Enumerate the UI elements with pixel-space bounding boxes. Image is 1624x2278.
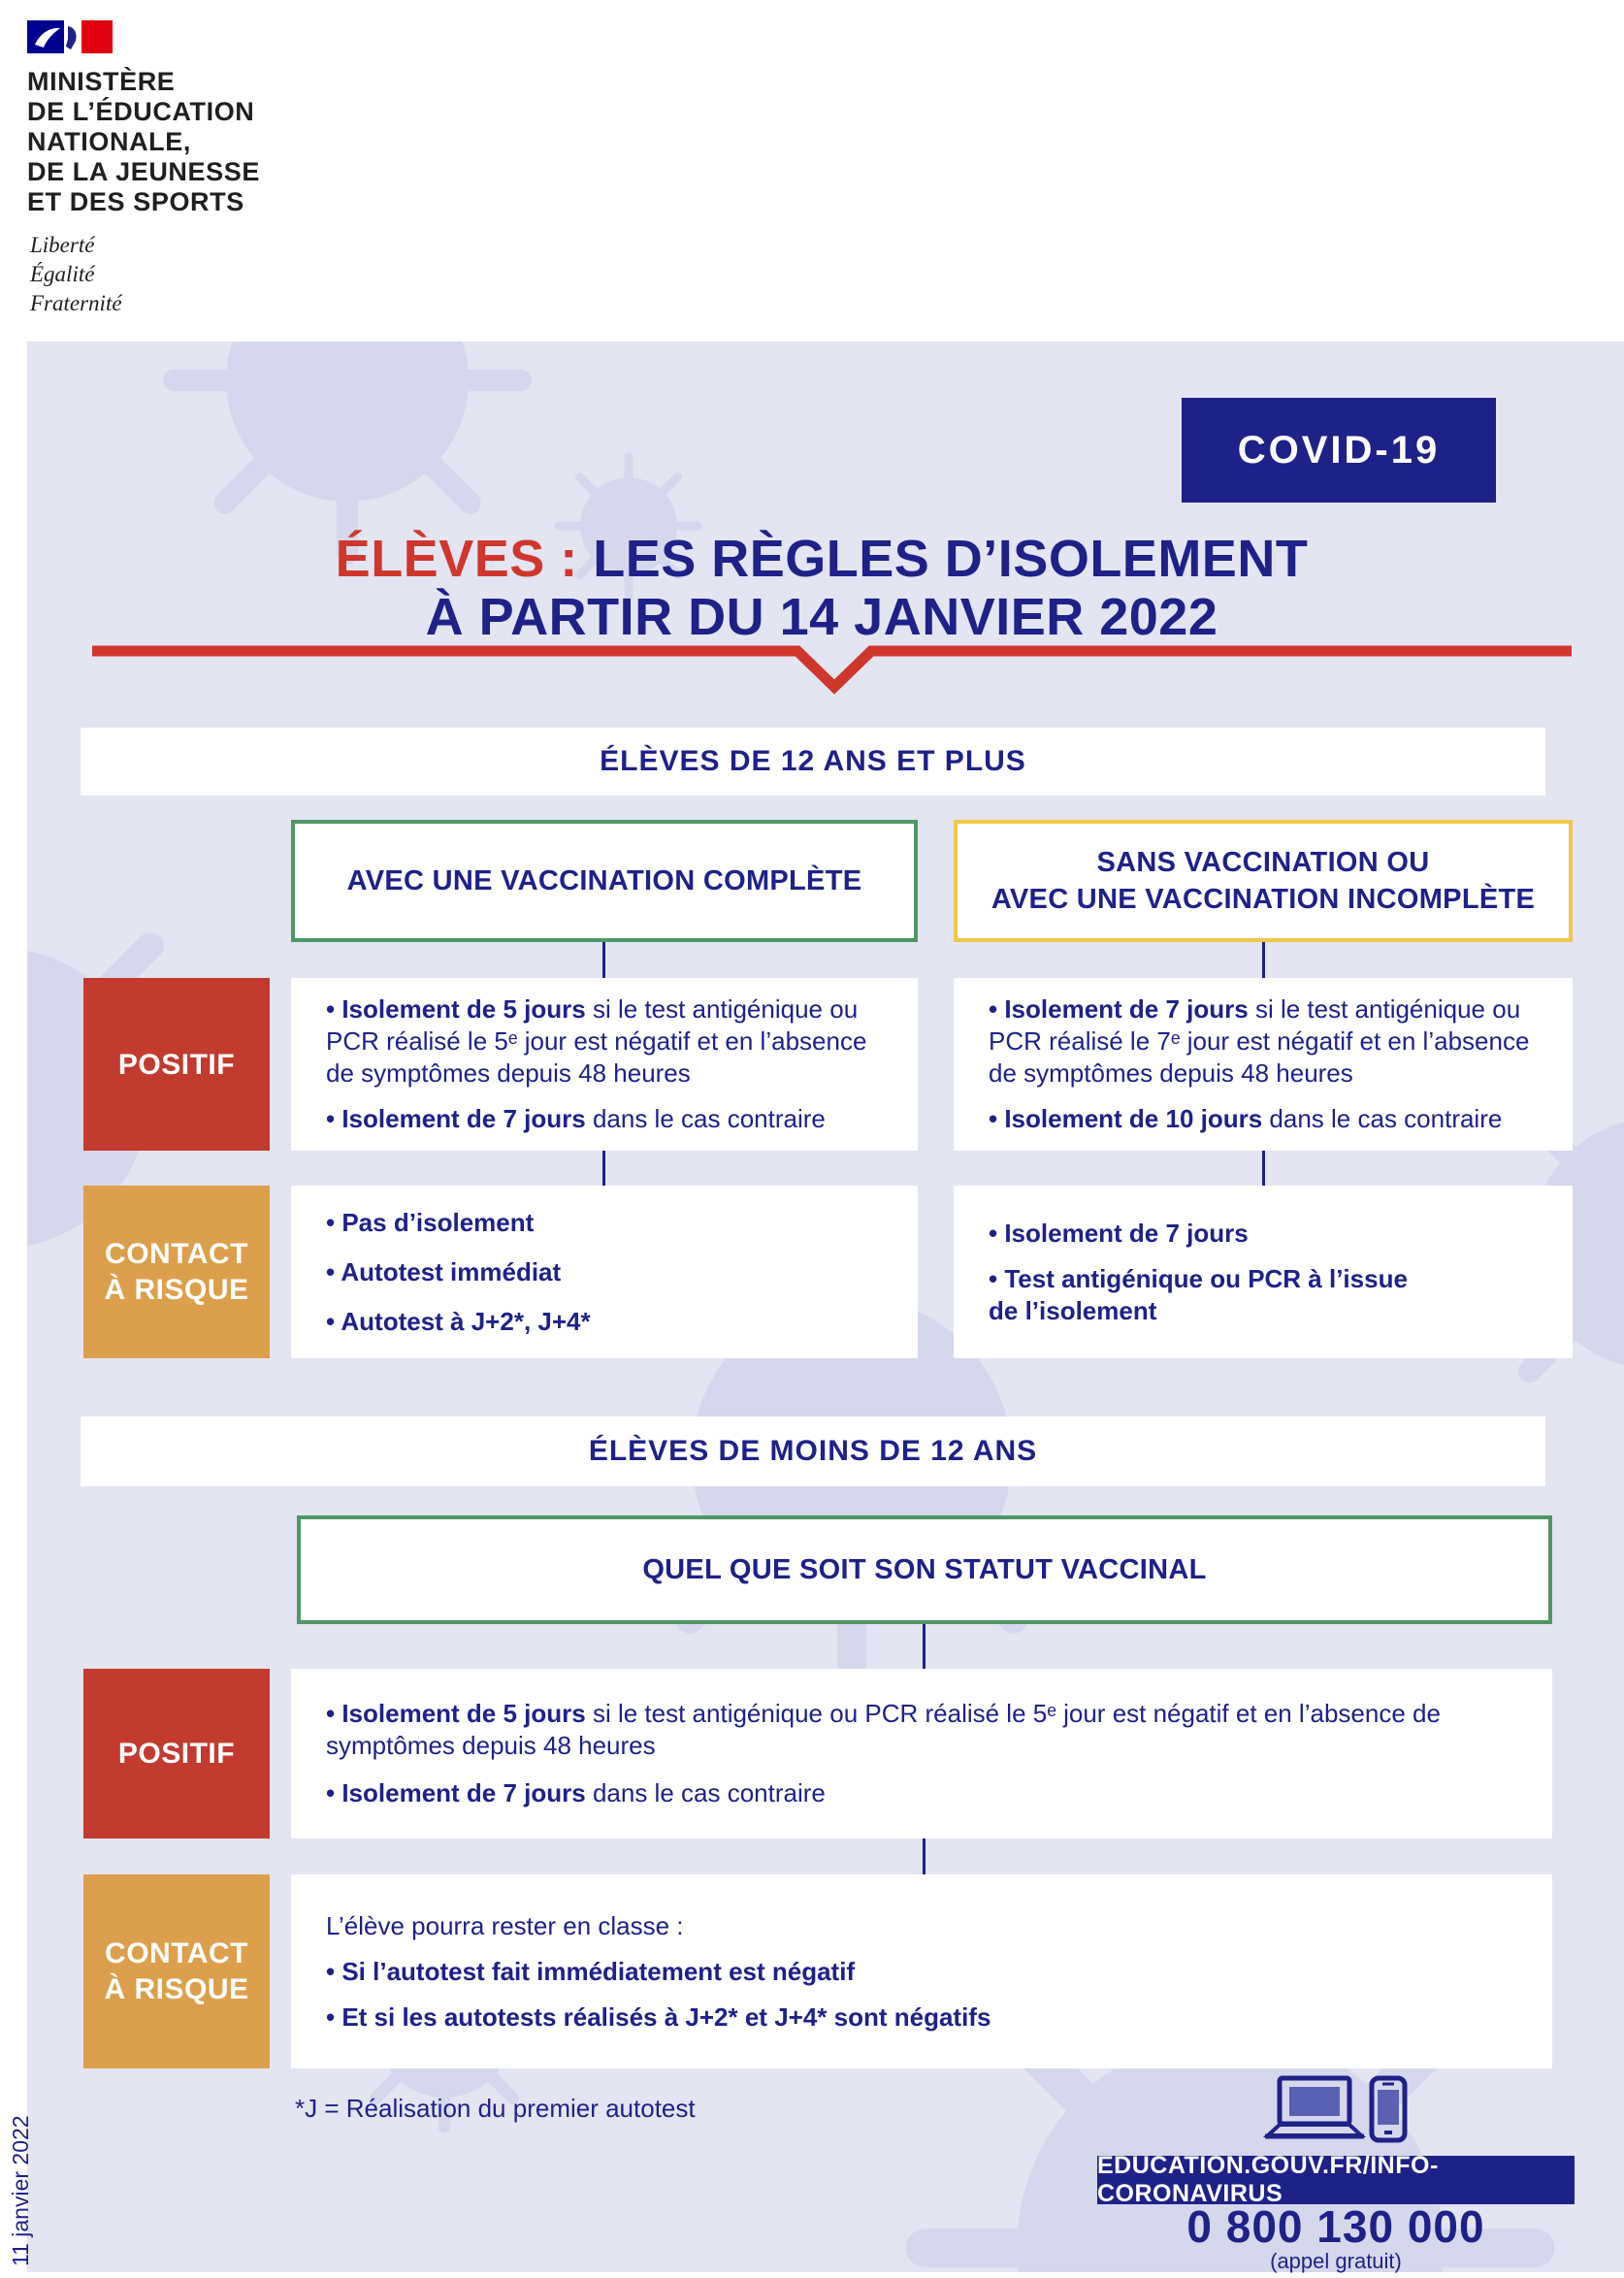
connector-line (1262, 1151, 1265, 1186)
header-vaccination-complete-text: AVEC UNE VACCINATION COMPLÈTE (346, 865, 862, 896)
rule-card-unvaccinated-contact (954, 1186, 1573, 1358)
covid-badge: COVID-19 (1182, 398, 1496, 503)
rule-bullet: • Si l’autotest fait immédiatement est négatif (326, 1956, 1494, 1988)
title-eleves: ÉLÈVES : (335, 530, 594, 588)
header-statut-vaccinal-text: QUEL QUE SOIT SON STATUT VACCINAL (642, 1554, 1207, 1585)
rule-bullet: • Isolement de 5 jours si le test antigénique ou PCR réalisé le 5ᵉ jour est négatif et en l’absence de symptômes depuis 48 heures (326, 993, 898, 1090)
rule-card-under12-positif (291, 1669, 1552, 1839)
rule-bullet: • Isolement de 7 jours (989, 1218, 1427, 1250)
rule-bullet: • Et si les autotests réalisés à J+2* et J+4* sont négatifs (326, 2001, 1494, 2034)
connector-line (923, 1624, 926, 1669)
contact-label-line1: CONTACT (105, 1238, 248, 1270)
footnote: *J = Réalisation du premier autotest (295, 2094, 696, 2123)
date-note-vertical: 11 janvier 2022 (8, 2115, 33, 2266)
ministry-line: ET DES SPORTS (27, 187, 244, 216)
ministry-line: DE LA JEUNESSE (27, 157, 260, 186)
laptop-icon (1265, 2078, 1364, 2136)
positif-badge-under12 (83, 1669, 270, 1839)
connector-line (1262, 942, 1265, 978)
contact-label-line2: À RISQUE (104, 1973, 249, 2005)
red-divider-arrow (92, 644, 1572, 695)
main-title-line1 (84, 530, 1559, 588)
rule-bullet: • Test antigénique ou PCR à l’issue de l’isolement (989, 1263, 1427, 1327)
ministry-line: NATIONALE, (27, 127, 191, 156)
contact-label-line2: À RISQUE (104, 1274, 249, 1306)
positif-label: POSITIF (117, 1048, 236, 1081)
smartphone-icon (1372, 2078, 1405, 2140)
section-band-over-12: ÉLÈVES DE 12 ANS ET PLUS (81, 728, 1545, 796)
ministry-line: DE L’ÉDUCATION (27, 97, 255, 126)
positif-label: POSITIF (117, 1738, 236, 1770)
french-republic-logo (27, 19, 113, 54)
connector-line (602, 942, 605, 978)
ministry-line: MINISTÈRE (27, 67, 176, 96)
rule-card-vaccinated-contact (291, 1186, 918, 1358)
url-banner: EDUCATION.GOUV.FR/INFO-CORONAVIRUS (1097, 2156, 1575, 2204)
rule-bullet: • Isolement de 7 jours dans le cas contraire (326, 1103, 898, 1135)
phone-number: 0 800 130 000 (1186, 2201, 1485, 2252)
section-band-under-12: ÉLÈVES DE MOINS DE 12 ANS (81, 1416, 1545, 1486)
contact-label-line1: CONTACT (105, 1937, 248, 1969)
ministry-block (27, 19, 260, 318)
rule-card-unvaccinated-positif (954, 978, 1573, 1151)
rule-card-vaccinated-positif (291, 978, 918, 1151)
rule-bullet: • Isolement de 7 jours dans le cas contraire (326, 1777, 1494, 1809)
rule-bullet: • Isolement de 5 jours si le test antigénique ou PCR réalisé le 5ᵉ jour est négatif et en l’absence de symptômes depuis 48 heures (326, 1698, 1494, 1762)
connector-line (602, 1151, 605, 1186)
rule-bullet: • Pas d’isolement (326, 1207, 898, 1239)
rule-card-under12-contact (291, 1874, 1552, 2068)
contact-badge-under12 (83, 1874, 270, 2068)
positif-badge-over12 (83, 978, 270, 1151)
contact-intro: L’élève pourra rester en classe : (326, 1910, 684, 1940)
rule-bullet: • Autotest immédiat (326, 1256, 898, 1288)
phone-note: (appel gratuit) (1270, 2249, 1402, 2273)
header-statut-vaccinal (297, 1515, 1552, 1624)
main-title-line2: À PARTIR DU 14 JANVIER 2022 (425, 588, 1218, 646)
contact-badge-over12 (83, 1186, 270, 1358)
connector-line (923, 1839, 926, 1874)
motto-line: Fraternité (30, 291, 122, 315)
header-sans-vaccination-line1: SANS VACCINATION OU (1096, 847, 1430, 878)
rule-bullet: • Isolement de 7 jours si le test antigénique ou PCR réalisé le 7ᵉ jour est négatif et en l’absence de symptômes depuis 48 heures (989, 993, 1553, 1090)
header-sans-vaccination (954, 820, 1573, 942)
header-sans-vaccination-line2: AVEC UNE VACCINATION INCOMPLÈTE (991, 884, 1536, 915)
title-rules: LES RÈGLES D’ISOLEMENT (593, 530, 1309, 588)
header-vaccination-complete (291, 820, 918, 942)
rule-bullet: • Isolement de 10 jours dans le cas contraire (989, 1103, 1553, 1135)
motto (30, 231, 260, 318)
motto-line: Liberté (30, 233, 95, 257)
rule-bullet: • Autotest à J+2*, J+4* (326, 1306, 898, 1338)
motto-line: Égalité (30, 262, 95, 286)
devices-icons (1263, 2074, 1409, 2148)
ministry-name (27, 67, 260, 217)
